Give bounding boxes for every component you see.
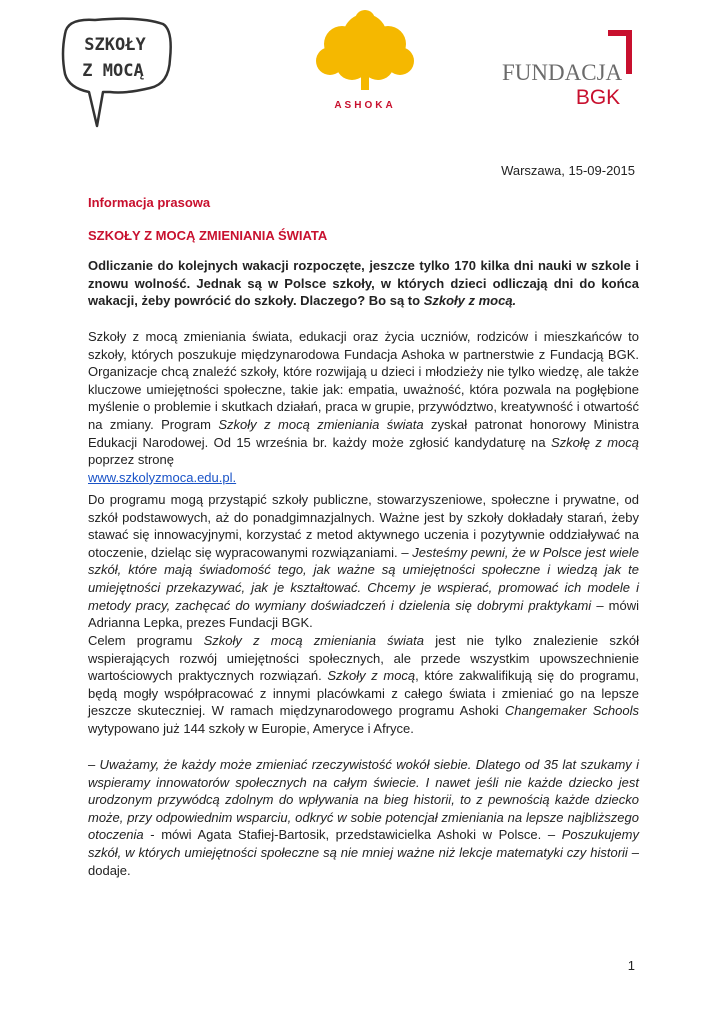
page-number: 1 <box>627 958 635 973</box>
szkoly-z-moca-logo <box>55 14 175 134</box>
ashoka-logo <box>300 6 430 118</box>
paragraph-2: Do programu mogą przystąpić szkoły publiczne, stowarzyszeniowe, społeczne i prywatne, od szkół podstawowych, aż do ponadgimnazjalnych. Ważne jest by szkoły dokładały starań, żeby stawać się innowacyjnymi, korzystać z metod aktywnego uczenia i pozytywnie oddziaływać na otoczenie, dzieląc się wypracowanymi rozwiązaniami. – Jesteśmy pewni, że w Polsce jest wiele szkół, które mają świadomość tego, jak ważne są umiejętności społeczne i wiedzą jak te umiejętności przekazywać, jak je kształtować. Chcemy je wspierać, promować ich modele i metody pracy, zachęcać do wymiany doświadczeń i dzielenia się dobrymi praktykami – mówi Adrianna Lepka, prezes Fundacji BGK. <box>88 492 639 631</box>
website-link[interactable]: www.szkolyzmoca.edu.pl. <box>88 469 237 485</box>
fundacja-bgk-logo <box>500 28 640 108</box>
bgk-logo-line2: BGK <box>575 86 621 108</box>
ashoka-logo-text: ASHOKA <box>334 100 396 111</box>
lead-italic: Szkoły z mocą. <box>423 293 517 309</box>
press-release-label: Informacja prasowa <box>88 195 211 210</box>
szkoly-logo-line2: Z MOCĄ <box>82 61 144 81</box>
bgk-logo-line1: FUNDACJA <box>502 60 623 85</box>
szkoly-logo-line1: SZKOŁY <box>84 35 146 55</box>
tree-icon <box>316 10 414 90</box>
paragraph-3: Celem programu Szkoły z mocą zmieniania świata jest nie tylko znalezienie szkół wspierających rozwój umiejętności społecznych, ale przede wszystkim upowszechnienie wartościowych praktycznych rozwiązań. Szkoły z mocą, które zakwalifikują się do programu, będą mogły współpracować z innymi placówkami z całego świata i zmieniać go na lepsze jeszcze skuteczniej. W ramach międzynarodowego programu Ashoki Changemaker Schools wytypowano już 144 szkoły w Europie, Ameryce i Afryce. <box>88 633 640 736</box>
paragraph-1: Szkoły z mocą zmieniania świata, edukacji oraz życia uczniów, rodziców i mieszkańców to szkoły, których poszukuje międzynarodowa Fundacja Ashoka w partnerstwie z Fundacją BGK. Organizacje chcą znaleźć szkoły, które rozwijają u dzieci i młodzieży nie tylko wiedzę, ale także kluczowe umiejętności społeczne, takie jak: empatia, uważność, która pozwala na pogłębione myślenie o problemie i skutkach działań, praca w grupie, przywództwo, kreatywność i otwartość na zmiany. Program Szkoły z mocą zmieniania świata zyskał patronat honorowy Ministra Edukacji Narodowej. Od 15 września br. każdy może zgłosić kandydaturę na Szkołę z mocą poprzez stronę www.szkolyzmoca.edu.pl. <box>88 329 639 485</box>
document-date: Warszawa, 15-09-2015 <box>501 163 635 178</box>
paragraph-4: – Uważamy, że każdy może zmieniać rzeczywistość wokół siebie. Dlatego od 35 lat szukamy i wspieramy innowatorów społecznych na całym świecie. I nawet jeśli nie każde dziecko jest urodzonym przywódcą zdolnym do wpływania na bieg historii, to z pewnością każde dziecko może, przy odpowiednim wsparciu, odkryć w sobie potencjał zmieniania na lepsze najbliższego otoczenia - mówi Agata Stafiej-Bartosik, przedstawicielka Ashoki w Polsce. – Poszukujemy szkół, w których umiejętności społeczne są nie mniej ważne niż lekcje matematyki czy historii – dodaje. <box>88 757 639 878</box>
lead-paragraph: Odliczanie do kolejnych wakacji rozpoczęte, jeszcze tylko 170 kilka dni nauki w szkole i znowu wolność. Jednak są w Polsce szkoły, w których dzieci odliczają dni do końca wakacji, żeby powrócić do szkoły. Dlaczego? Bo są to Szkoły z mocą. <box>88 258 639 309</box>
document-title: SZKOŁY Z MOCĄ ZMIENIANIA ŚWIATA <box>88 228 328 243</box>
